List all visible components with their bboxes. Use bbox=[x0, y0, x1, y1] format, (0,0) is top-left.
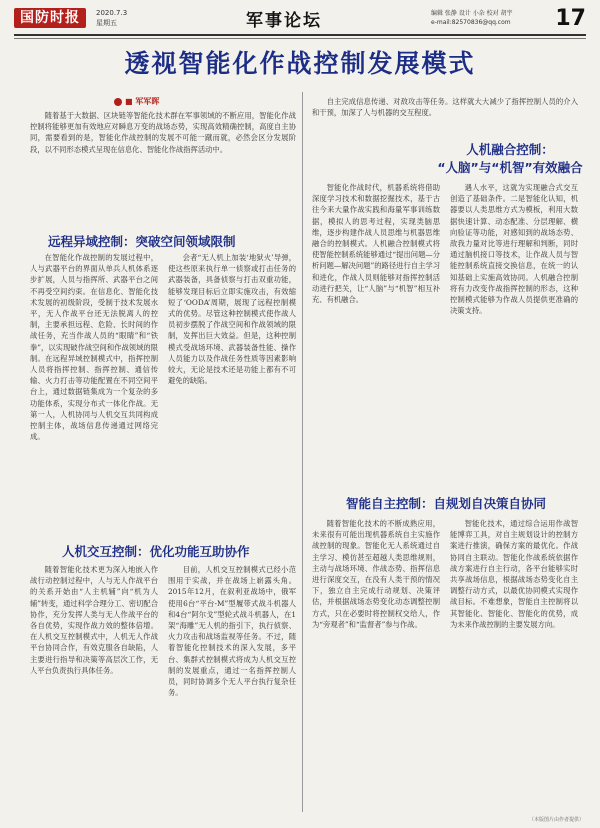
section1-col2 bbox=[168, 252, 296, 522]
section3-title-line2: “人脑”与“机智”有效融合 bbox=[437, 160, 583, 175]
photo-credit: （本版图片由作者提供） bbox=[528, 817, 584, 823]
section1-title: 远程异域控制：突破空间领域限制 bbox=[48, 234, 236, 249]
top-right-paragraph bbox=[312, 96, 578, 118]
section3-col1-text: 智能化作战时代，机器系统将借助深度学习技术和数据挖掘技术，基于古往今来大量作战实践和海量军事训练数据，模拟人的思考过程，实现类脑思维，逐步构建作战人员思维与机器思维融合的控制模式。人机融合控制模式将使智能控制系统能够通过“提出问题—分析问题—解决问题”的路径进行自主学习和进化，作战人员则能够对指挥控制活动进行把关，让“人脑”与“机智”相互补充、有机融合。 bbox=[312, 183, 440, 305]
editor-credits bbox=[431, 9, 513, 27]
issue-date: 2020.7.3 bbox=[96, 9, 128, 17]
section4-col1 bbox=[312, 518, 440, 808]
intro-text: 随着基于大数据、区块链等智能化技术群在军事领域的不断应用，智能化作战控制将能够更加有效地应对瞬息万变的战场态势，实现高效精确控制，高度自主协同，需要看到的是，智能化作战控制的发展不可能一蹴而就，必然会区分发展阶段，以不同形态模式呈现在信息化、智能化作战指挥活动中。 bbox=[30, 111, 296, 154]
top-right-text: 自主完成信息传递、对敌攻击等任务。这样就大大减少了指挥控制人员的介入和干预，加深了人与机器的交互程度。 bbox=[312, 97, 578, 118]
section4-title: 智能自主控制：自规划自决策自协同 bbox=[345, 496, 546, 511]
section2-col1-text: 随着智能化技术更为深入地嵌入作战行动控制过程中，人与无人作战平台的关系开始由“人主机辅”向“机为人辅”转变，通过科学合理分工、密切配合协作，充分发挥人类与无人作战平台的各自优势，实现作战力效的整体倍增。在人机交互控制模式中，人机无人作战平台协同合作，有效克服各自缺陷，人主要进行指导和决策等高层次工作，无人平台负责执行具体任务。 bbox=[30, 565, 158, 675]
editor-email: e-mail:82570836@qq.com bbox=[431, 19, 511, 26]
byline bbox=[114, 96, 159, 107]
section1-col1-text: 在智能化作战控制的发展过程中，人与武器平台的界面从单兵人机体系逐步扩展，人员与指挥所、武器平台之间不再受空间约束。在信息化、智能化技术发展的初级阶段，受制于技术发展水平，无人作战平台还无法脱离人的控制，主要承担远程、危险、长时间的作战任务，充当作战人员的“眼睛”和“铁拳”，以实现破作战空间和作战领域的限制。在远程异域控制模式中，指挥控制人员将指挥控制、指挥控制、通信传输、火力打击等功能配置在不同空间平台上，通过数据链集成为一个复杂的多功能体系，实现分布式一体化作战。无第一人，人机协同与人机交互共同构成控制主体，战场信息传递通过网络完成。 bbox=[30, 253, 158, 442]
section4-col2 bbox=[450, 518, 578, 808]
article-headline: 透视智能化作战控制发展模式 bbox=[124, 49, 476, 78]
section1-col2-text: 会者“无人机上加装‘地狱火’导弹，使这些原来执行单一侦察或打击任务的武器装备，具备侦察与打击双重功能，能够发现目标后立即实施攻击，有效缩短了‘OODA’周期，展现了远程控制模式的优势。尽管这种控制模式使作战人员初步摆脱了作战空间和作战领域的限制，发挥出巨大效益。但是，这种控制模式受战场环境、武器装备性能、操作人员能力以及作战任务性质等因素影响较大，无论是技术还是功能上都有不可避免的缺陷。 bbox=[168, 253, 296, 386]
newspaper-logo: 国防时报 bbox=[14, 8, 86, 28]
section3-title-line1: 人机融合控制： bbox=[466, 142, 554, 157]
section2-col2 bbox=[168, 564, 296, 812]
masthead-rule-thin bbox=[14, 38, 586, 39]
pen-icon bbox=[114, 98, 122, 106]
section2-col1 bbox=[30, 564, 158, 812]
issue-date-block bbox=[96, 8, 127, 28]
page-number: 17 bbox=[555, 6, 586, 31]
section-title: 军事论坛 bbox=[246, 11, 322, 31]
section2-title: 人机交互控制：优化功能互助协作 bbox=[62, 544, 250, 559]
issue-weekday: 星期五 bbox=[96, 19, 117, 27]
column-divider bbox=[302, 92, 303, 812]
section1-col1 bbox=[30, 252, 158, 522]
masthead bbox=[14, 6, 586, 36]
masthead-rule bbox=[14, 34, 586, 36]
section3-col2-text: 遇人水平，这就为实现融合式交互创造了基础条件。二是智能化认知，机器要以人类思维方式为模板，利用大数据快速计算、动态配准、分层理解、横向验证等功能，对感知到的战场态势、敌我力量对比等进行理解和判断，同时通过脑机接口等技术，让作战人员与智能控制系统直接交换信息，在统一的认知基础上实施高效协同。人机融合控制将有力改变作战指挥控制的形态，这种控制模式能够为作战人员提供更准确的决策支持。 bbox=[450, 183, 578, 316]
section3-title bbox=[0, 140, 600, 176]
section4-col2-text: 智能化技术，通过综合运用作战智能博弈工具，对自主规划设计的控制方案进行推演，确保方案的最优化。作战协同自主联动。智能化作战系统依据作战方案进行自主行动，各平台能够实时共享战场信息，根据战场态势变化自主调整行动方式，以最优协同模式实现作战目标。不难想象，智能自主控制将以其智能化、智能化、智能化的优势，成为未来作战控制的主要发展方向。 bbox=[450, 519, 578, 629]
byline-text: ■ 军军晖 bbox=[125, 97, 160, 106]
section2-col2-text: 目前，人机交互控制模式已经小范围用于实战，并在战场上崭露头角。2015年12月，在叙利亚战场中，俄军使用6台“平台-M”型履带式战斗机器人和4台“阿尔戈”型轮式战斗机器人，在1架“海雕”无人机的指引下，执行侦察、火力攻击和战场监视等任务。不过，随着智能化控制技术的深入发展，多平台、集群式控制模式将成为人机交互控制的发展重点，通过一名指挥控制人员，同时协调多个无人平台执行复杂任务。 bbox=[168, 565, 296, 698]
section3-col1 bbox=[312, 182, 440, 472]
editor-names: 编辑 张静 设计 小杂 校对 胡宇 bbox=[431, 10, 513, 17]
section3-col2 bbox=[450, 182, 578, 472]
section4-col1-text: 随着智能化技术的不断成熟应用，未来很有可能出现机器系统自主实施作战控制的现象。智能化无人系统通过自主学习、模仿甚至超越人类思维规则，主动与战场环境、作战态势、指挥信息进行深度交互，在没有人类干预的情况下，独立自主完成行动规划、决策评估，并根据战场态势变化动态调整控制方式，只在必要时将控制权交给人，作为“旁观者”和“监督者”参与作战。 bbox=[312, 519, 440, 629]
